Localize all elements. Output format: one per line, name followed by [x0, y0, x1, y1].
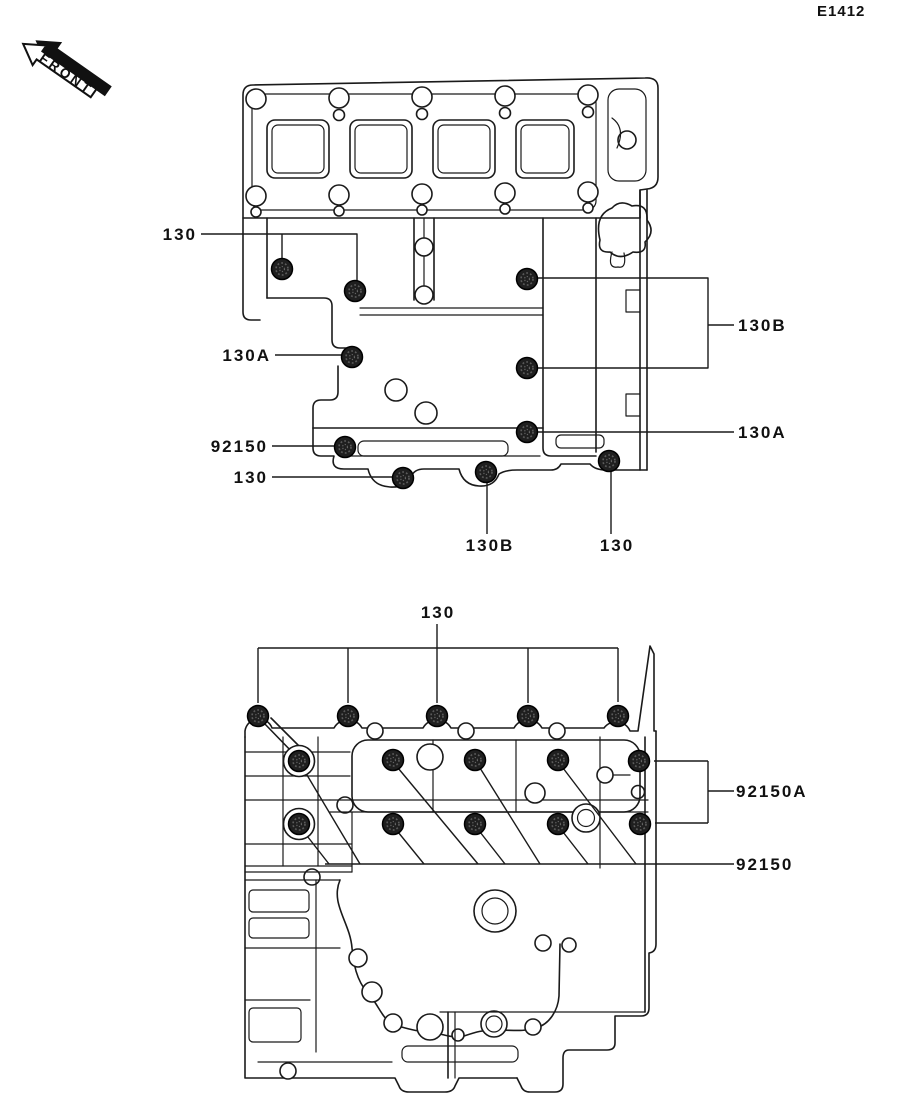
- bottom-view-callouts: [248, 603, 808, 874]
- front-arrow-icon: [16, 26, 114, 109]
- bolt-marker: [284, 746, 315, 777]
- leader-line: [563, 832, 588, 864]
- bolt-marker: [393, 468, 414, 489]
- bolt-marker: [427, 706, 448, 727]
- bolt-marker: [465, 750, 486, 771]
- bolt-marker: [335, 437, 356, 458]
- bolt-marker: [465, 814, 486, 835]
- bolt-marker: [517, 358, 538, 379]
- part-number-label: 92150A: [736, 782, 808, 801]
- leader-line: [398, 832, 424, 864]
- part-number-label: 130A: [222, 346, 271, 365]
- leader-line: [532, 278, 708, 368]
- figure-code: E1412: [817, 3, 866, 20]
- bolt-marker: [517, 269, 538, 290]
- bolt-marker: [548, 814, 569, 835]
- bolt-marker: [629, 751, 650, 772]
- bolt-marker: [248, 706, 269, 727]
- part-number-label: 130B: [465, 536, 515, 555]
- bolt-marker: [342, 347, 363, 368]
- bolt-marker: [599, 451, 620, 472]
- top-view-callouts: [163, 225, 787, 555]
- part-number-label: 130A: [738, 423, 787, 442]
- bolt-marker: [383, 750, 404, 771]
- crankcase-bottom-view-art: [245, 646, 656, 1092]
- bolt-marker: [345, 281, 366, 302]
- front-label: FRONT: [36, 50, 96, 98]
- bolt-marker: [338, 706, 359, 727]
- part-number-label: 130B: [738, 316, 787, 335]
- bolt-marker: [608, 706, 629, 727]
- bolt-marker: [548, 750, 569, 771]
- leader-line: [398, 768, 478, 864]
- leader-line: [480, 832, 505, 864]
- part-number-label: 92150: [736, 855, 794, 874]
- leader-line: [480, 768, 540, 864]
- part-number-label: 92150: [210, 437, 268, 456]
- part-number-label: 130: [599, 536, 635, 555]
- bolt-marker: [518, 706, 539, 727]
- bolt-marker: [517, 422, 538, 443]
- bolt-marker: [630, 814, 651, 835]
- bolt-marker: [272, 259, 293, 280]
- part-number-label: 130: [162, 225, 197, 244]
- part-number-label: 130: [420, 603, 456, 622]
- crankcase-top-view-art: [243, 78, 658, 487]
- bolt-marker: [476, 462, 497, 483]
- part-number-label: 130: [233, 468, 268, 487]
- bolt-marker: [383, 814, 404, 835]
- bolt-marker: [284, 809, 315, 840]
